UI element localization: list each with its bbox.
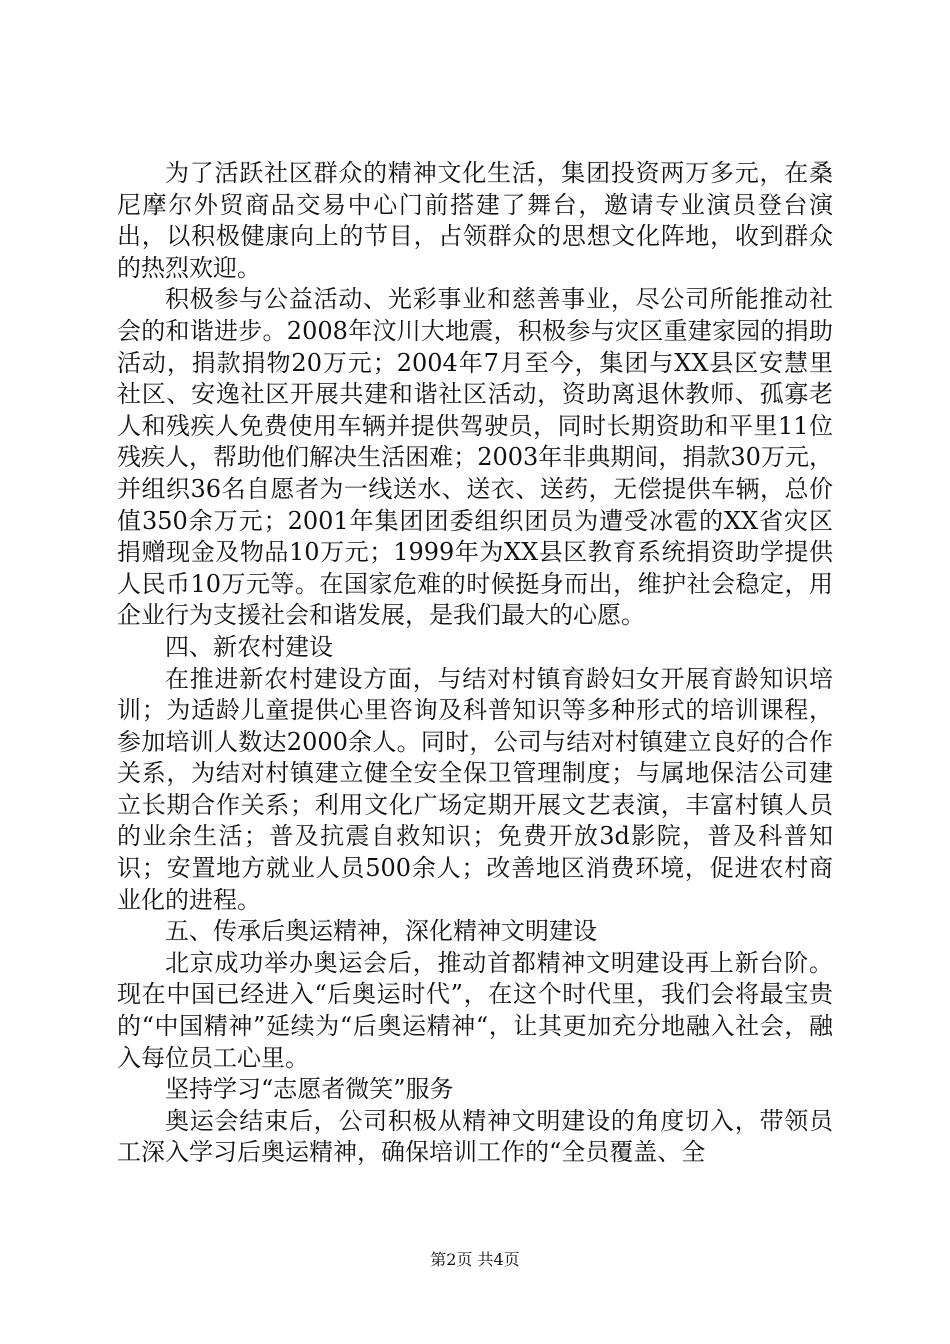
paragraph-volunteer-training: 奥运会结束后，公司积极从精神文明建设的角度切入，带领员工深入学习后奥运精神，确保培训工作的“全员覆盖、全 (117, 1106, 833, 1167)
heading-olympic-spirit: 五、传承后奥运精神，深化精神文明建设 (165, 917, 597, 946)
paragraph-new-countryside: 在推进新农村建设方面，与结对村镇育龄妇女开展育龄知识培训；为适龄儿童提供心里咨询及科普知识等多种形式的培训课程，参加培训人数达2000余人。同时，公司与结对村镇建立良好的合作关系，为结对村镇建立健全安全保卫管理制度；与属地保洁公司建立长期合作关系；利用文化广场定期开展文艺表演，丰富村镇人员的业余生活；普及抗震自救知识；免费开放3d影院，普及科普知识；安置地方就业人员500余人；改善地区消费环境，促进农村商业化的进程。 (117, 664, 833, 914)
document-body (117, 158, 833, 1169)
heading-new-countryside: 四、新农村建设 (165, 632, 333, 661)
paragraph-olympic-spirit: 北京成功举办奥运会后，推动首都精神文明建设再上新台阶。现在中国已经进入“后奥运时代”，在这个时代里，我们会将最宝贵的“中国精神”延续为“后奥运精神“，让其更加充分地融入社会，融入每位员工心里。 (117, 948, 833, 1072)
heading-volunteer-smile: 坚持学习“志愿者微笑”服务 (165, 1075, 454, 1104)
paragraph-charity: 积极参与公益活动、光彩事业和慈善事业，尽公司所能推动社会的和谐进步。2008年汶川大地震，积极参与灾区重建家园的捐助活动，捐款捐物20万元；2004年7月至今，集团与XX县区安慧里社区、安逸社区开展共建和谐社区活动，资助离退休教师、孤寡老人和残疾人免费使用车辆并提供驾驶员，同时长期资助和平里11位残疾人，帮助他们解决生活困难；2003年非典期间，捐款30万元，并组织36名自愿者为一线送水、送衣、送药，无偿提供车辆，总价值350余万元；2001年集团团委组织团员为遭受冰雹的XX省灾区捐赠现金及物品10万元；1999年为XX县区教育系统捐资助学提供人民币10万元等。在国家危难的时候挺身而出，维护社会稳定，用企业行为支援社会和谐发展，是我们最大的心愿。 (117, 285, 833, 630)
page-footer: 第2页 共4页 (430, 1250, 520, 1269)
paragraph-community-stage: 为了活跃社区群众的精神文化生活，集团投资两万多元，在桑尼摩尔外贸商品交易中心门前搭建了舞台，邀请专业演员登台演出，以积极健康向上的节目，占领群众的思想文化阵地，收到群众的热烈欢迎。 (117, 159, 833, 282)
